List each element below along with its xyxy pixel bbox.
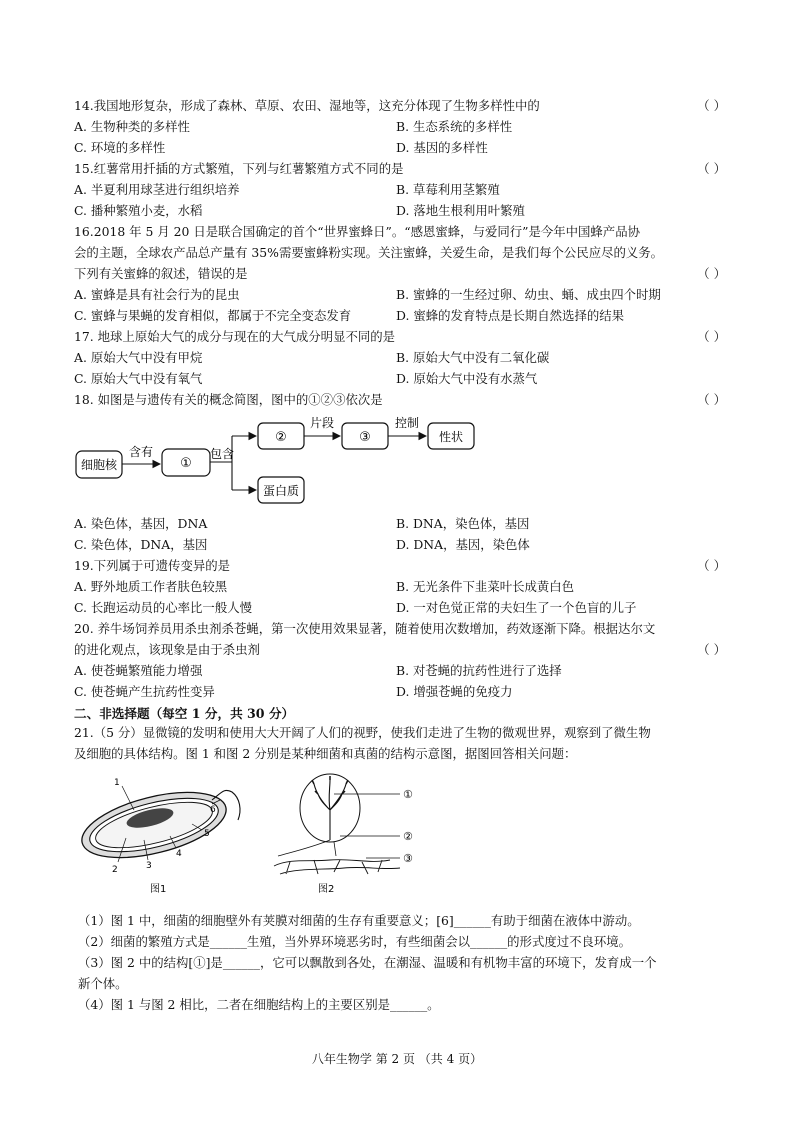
trait-label: 性状 xyxy=(438,430,464,444)
fig2-label-2: ② xyxy=(403,830,413,843)
fig1-label-3: 3 xyxy=(146,861,152,871)
option-d: D. 增强苍蝇的免疫力 xyxy=(396,684,513,699)
option-a: A. 染色体，基因，DNA xyxy=(74,516,208,531)
question-17 xyxy=(74,326,734,389)
option-a: A. 生物种类的多样性 xyxy=(74,119,190,134)
conidiophore xyxy=(314,780,346,840)
answer-parenthesis: （ ） xyxy=(697,329,726,344)
fig1-label-5: 5 xyxy=(204,829,210,839)
option-b: B. 无光条件下韭菜叶长成黄白色 xyxy=(396,579,575,594)
concept-2-label: ② xyxy=(275,430,287,445)
subquestion-3-cont: 新个体。 xyxy=(78,976,128,991)
option-b: B. 原始大气中没有二氧化碳 xyxy=(396,350,550,365)
contains-label: 含有 xyxy=(128,445,154,459)
option-b: B. 生态系统的多样性 xyxy=(396,119,513,134)
answer-parenthesis: （ ） xyxy=(697,642,726,657)
question-15 xyxy=(74,158,734,221)
protein-label: 蛋白质 xyxy=(262,484,300,498)
page-footer: 八年生物学 第 2 页 （共 4 页） xyxy=(311,1052,483,1066)
option-d: D. 蜜蜂的发育特点是长期自然选择的结果 xyxy=(396,308,625,323)
option-a: A. 原始大气中没有甲烷 xyxy=(74,350,203,365)
option-d: D. DNA，基因，染色体 xyxy=(396,537,530,552)
question-stem-line: 21.（5 分）显微镜的发明和使用大大开阔了人们的视野，使我们走进了生物的微观世界，观察到了微生物 xyxy=(74,725,651,740)
subquestion-2: （2）细菌的繁殖方式是______生殖，当外界环境恶劣时，有些细菌会以______的形式度过不良环境。 xyxy=(78,934,632,949)
option-d: D. 基因的多样性 xyxy=(396,140,488,155)
fig1-label-6: 6 xyxy=(210,805,216,815)
option-c: C. 环境的多样性 xyxy=(74,140,166,155)
fungus-figure xyxy=(270,770,430,898)
option-d: D. 原始大气中没有水蒸气 xyxy=(396,371,538,386)
question-stem: 14.我国地形复杂，形成了森林、草原、农田、湿地等，这充分体现了生物多样性中的 xyxy=(74,98,540,113)
option-b: B. 蜜蜂的一生经过卵、幼虫、蛹、成虫四个时期 xyxy=(396,287,661,302)
option-b: B. 草莓利用茎繁殖 xyxy=(396,182,500,197)
option-a: A. 野外地质工作者肤色较黑 xyxy=(74,579,228,594)
option-c: C. 长跑运动员的心率比一般人慢 xyxy=(74,600,252,615)
question-stem-line: 16.2018 年 5 月 20 日是联合国确定的首个“世界蜜蜂日”。“感恩蜜蜂，与爱同行”是今年中国蜂产品协 xyxy=(74,224,640,239)
subquestion-4: （4）图 1 与图 2 相比，二者在细胞结构上的主要区别是______。 xyxy=(78,997,440,1012)
option-d: D. 一对色觉正常的夫妇生了一个色盲的儿子 xyxy=(396,600,637,615)
question-19 xyxy=(74,555,734,618)
answer-parenthesis: （ ） xyxy=(697,161,726,176)
fig1-label-4: 4 xyxy=(176,849,182,859)
option-c: C. 播种繁殖小麦，水稻 xyxy=(74,203,203,218)
question-stem: 18. 如图是与遗传有关的概念简图，图中的①②③依次是 xyxy=(74,392,383,407)
question-16 xyxy=(74,221,734,326)
question-20 xyxy=(74,618,734,702)
fig2-caption: 图2 xyxy=(318,884,335,895)
question-18-options xyxy=(74,513,734,555)
subquestion-1: （1）图 1 中，细菌的细胞壁外有荚膜对细菌的生存有重要意义；[6]______有助于细菌在液体中游动。 xyxy=(78,913,640,928)
answer-parenthesis: （ ） xyxy=(697,98,726,113)
fig1-caption: 图1 xyxy=(150,884,167,895)
nucleus-label: 细胞核 xyxy=(80,458,118,472)
fig1-label-2: 2 xyxy=(112,865,118,875)
answer-parenthesis: （ ） xyxy=(697,266,726,281)
controls-label: 控制 xyxy=(394,416,420,430)
bacterium-figure xyxy=(74,770,249,898)
option-c: C. 染色体，DNA，基因 xyxy=(74,537,208,552)
option-a: A. 使苍蝇繁殖能力增强 xyxy=(74,663,203,678)
option-b: B. 对苍蝇的抗药性进行了选择 xyxy=(396,663,562,678)
fig2-label-1: ① xyxy=(403,788,413,801)
mycelium xyxy=(274,860,400,874)
includes-label: 包含 xyxy=(209,447,235,461)
fig1-label-1: 1 xyxy=(114,778,120,788)
question-21-subquestions xyxy=(78,910,730,1015)
genetics-concept-map xyxy=(74,412,494,512)
question-stem-line: 及细胞的具体结构。图 1 和图 2 分别是某种细菌和真菌的结构示意图，据图回答相关问题： xyxy=(74,746,577,761)
option-d: D. 落地生根利用叶繁殖 xyxy=(396,203,525,218)
question-stem: 15.红薯常用扦插的方式繁殖，下列与红薯繁殖方式不同的是 xyxy=(74,161,404,176)
concept-1-label: ① xyxy=(180,456,192,471)
question-stem-line: 20. 养牛场饲养员用杀虫剂杀苍蝇，第一次使用效果显著，随着使用次数增加，药效逐渐下降。根据达尔文 xyxy=(74,621,656,636)
option-a: A. 蜜蜂是具有社会行为的昆虫 xyxy=(74,287,240,302)
fig2-label-3: ③ xyxy=(403,852,413,865)
question-stem-line: 下列有关蜜蜂的叙述，错误的是 xyxy=(74,266,248,281)
option-c: C. 原始大气中没有氧气 xyxy=(74,371,203,386)
section-heading: 二、非选择题（每空 1 分，共 30 分） xyxy=(74,706,295,721)
concept-3-label: ③ xyxy=(359,430,371,445)
upright-hypha xyxy=(278,840,336,856)
question-stem-line: 会的主题，全球农产品总产量有 35%需要蜜蜂粉实现。关注蜜蜂，关爱生命，是我们每个公民应尽的义务。 xyxy=(74,245,664,260)
answer-parenthesis: （ ） xyxy=(697,558,726,573)
option-c: C. 蜜蜂与果蝇的发育相似，都属于不完全变态发育 xyxy=(74,308,352,323)
question-stem-line: 的进化观点，该现象是由于杀虫剂 xyxy=(74,642,260,657)
option-c: C. 使苍蝇产生抗药性变异 xyxy=(74,684,215,699)
option-a: A. 半夏利用球茎进行组织培养 xyxy=(74,182,240,197)
question-21-intro xyxy=(74,722,734,764)
question-14 xyxy=(74,95,734,158)
question-stem: 17. 地球上原始大气的成分与现在的大气成分明显不同的是 xyxy=(74,329,396,344)
question-stem: 19.下列属于可遗传变异的是 xyxy=(74,558,231,573)
option-b: B. DNA，染色体，基因 xyxy=(396,516,530,531)
subquestion-3: （3）图 2 中的结构[①]是______，它可以飘散到各处，在潮湿、温暖和有机物丰富的环境下，发育成一个 xyxy=(78,955,657,970)
answer-parenthesis: （ ） xyxy=(697,392,726,407)
question-18 xyxy=(74,389,734,410)
segment-label: 片段 xyxy=(309,416,335,430)
